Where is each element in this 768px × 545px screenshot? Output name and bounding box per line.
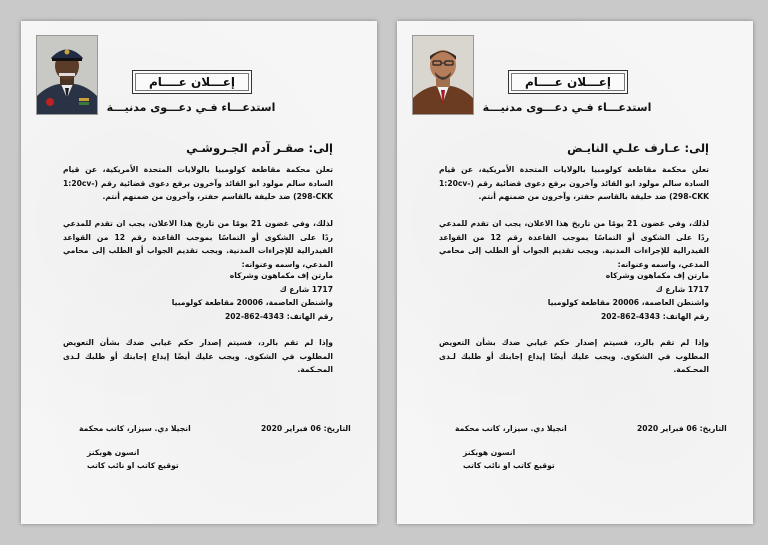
attorney-firm: مارتن إف مكماهون وشركاه <box>229 271 333 280</box>
default-judgment-paragraph: وإذا لم تقم بالرد، فسيتم إصدار حكم غيابي ضدك بشأن التعويض المطلوب في الشكوى. ويجب عليك أيضًا إيداع إجابتك أو طلبك لـدى المحـكمة. <box>439 338 709 374</box>
notice-title: إعـــلان عــــام <box>132 70 252 94</box>
court-clerk: انجيلا دي. سيزار، كاتب محكمة <box>455 424 567 433</box>
notice-date: التاريخ: 06 فبراير 2020 <box>261 424 351 433</box>
military-officer-portrait-icon <box>36 35 98 115</box>
attorney-address <box>548 269 709 323</box>
attorney-city: واشنطن العاصمة، 20006 مقاطعة كولومبيا <box>547 298 709 307</box>
attorney-city: واشنطن العاصمة، 20006 مقاطعة كولومبيا <box>171 298 333 307</box>
subpoena-subtitle: استدعـــاء فـي دعـــوى مدنيـــة <box>106 101 276 114</box>
attorney-phone: رقم الهاتف: 4343-862-202 <box>600 311 709 321</box>
signer-role: توقيع كاتب او نائب كاتب <box>463 461 555 470</box>
lawsuit-paragraph: تعلن محكمة مقاطعة كولومبيا بالولايات المتحدة الأمريكية، عن قيام السادة سالم مولود ابو القائد وآخرون برفع دعوى قضائية رقم (1:20cv-298-CKK) ضد خليفة بالقاسم حفتر، وآخرون من ضمنهم أنتم. <box>439 165 709 201</box>
man-in-suit-portrait-icon <box>412 35 474 115</box>
response-deadline-paragraph: لذلك، وفي غضون 21 يومًا من تاريخ هذا الاعلان، يجب ان تقدم للمدعي ردًا على الشكوى أو التماسًا بموجب القاعدة رقم 12 من القواعد الفيدرالية للإجراءات المدنية. ويجب تقديم الجواب أو الطلب إلى محامي المدعي، واسمه وعنوانه: <box>63 219 333 269</box>
signer-name: انسون هوبكنز <box>87 448 140 457</box>
signer-role: توقيع كاتب او نائب كاتب <box>87 461 179 470</box>
attorney-firm: مارتن إف مكماهون وشركاه <box>605 271 709 280</box>
signer-name: انسون هوبكنز <box>463 448 516 457</box>
attorney-phone: رقم الهاتف: 4343-862-202 <box>224 311 333 321</box>
notice-page-right <box>397 21 753 524</box>
recipient-name: إلى: عـارف علـي النايـض <box>567 141 709 155</box>
recipient-name: إلى: صقـر آدم الجـروشـي <box>186 141 333 155</box>
notice-page-left <box>21 21 377 524</box>
subpoena-subtitle: استدعـــاء فـي دعـــوى مدنيـــة <box>482 101 652 114</box>
notice-title: إعـــلان عــــام <box>508 70 628 94</box>
lawsuit-paragraph: تعلن محكمة مقاطعة كولومبيا بالولايات المتحدة الأمريكية، عن قيام السادة سالم مولود ابو القائد وآخرون برفع دعوى قضائية رقم (1:20cv-298-CKK) ضد خليفة بالقاسم حفتر، وآخرون من ضمنهم أنتم. <box>63 165 333 201</box>
response-deadline-paragraph: لذلك، وفي غضون 21 يومًا من تاريخ هذا الاعلان، يجب ان تقدم للمدعي ردًا على الشكوى أو التماسًا بموجب القاعدة رقم 12 من القواعد الفيدرالية للإجراءات المدنية. ويجب تقديم الجواب أو الطلب إلى محامي المدعي، واسمه وعنوانه: <box>439 219 709 269</box>
attorney-street: 1717 شارع ك <box>655 284 709 294</box>
notice-date: التاريخ: 06 فبراير 2020 <box>637 424 727 433</box>
attorney-street: 1717 شارع ك <box>279 284 333 294</box>
default-judgment-paragraph: وإذا لم تقم بالرد، فسيتم إصدار حكم غيابي ضدك بشأن التعويض المطلوب في الشكوى. ويجب عليك أيضًا إيداع إجابتك أو طلبك لـدى المحـكمة. <box>63 338 333 374</box>
attorney-address <box>172 269 333 323</box>
court-clerk: انجيلا دي. سيزار، كاتب محكمة <box>79 424 191 433</box>
